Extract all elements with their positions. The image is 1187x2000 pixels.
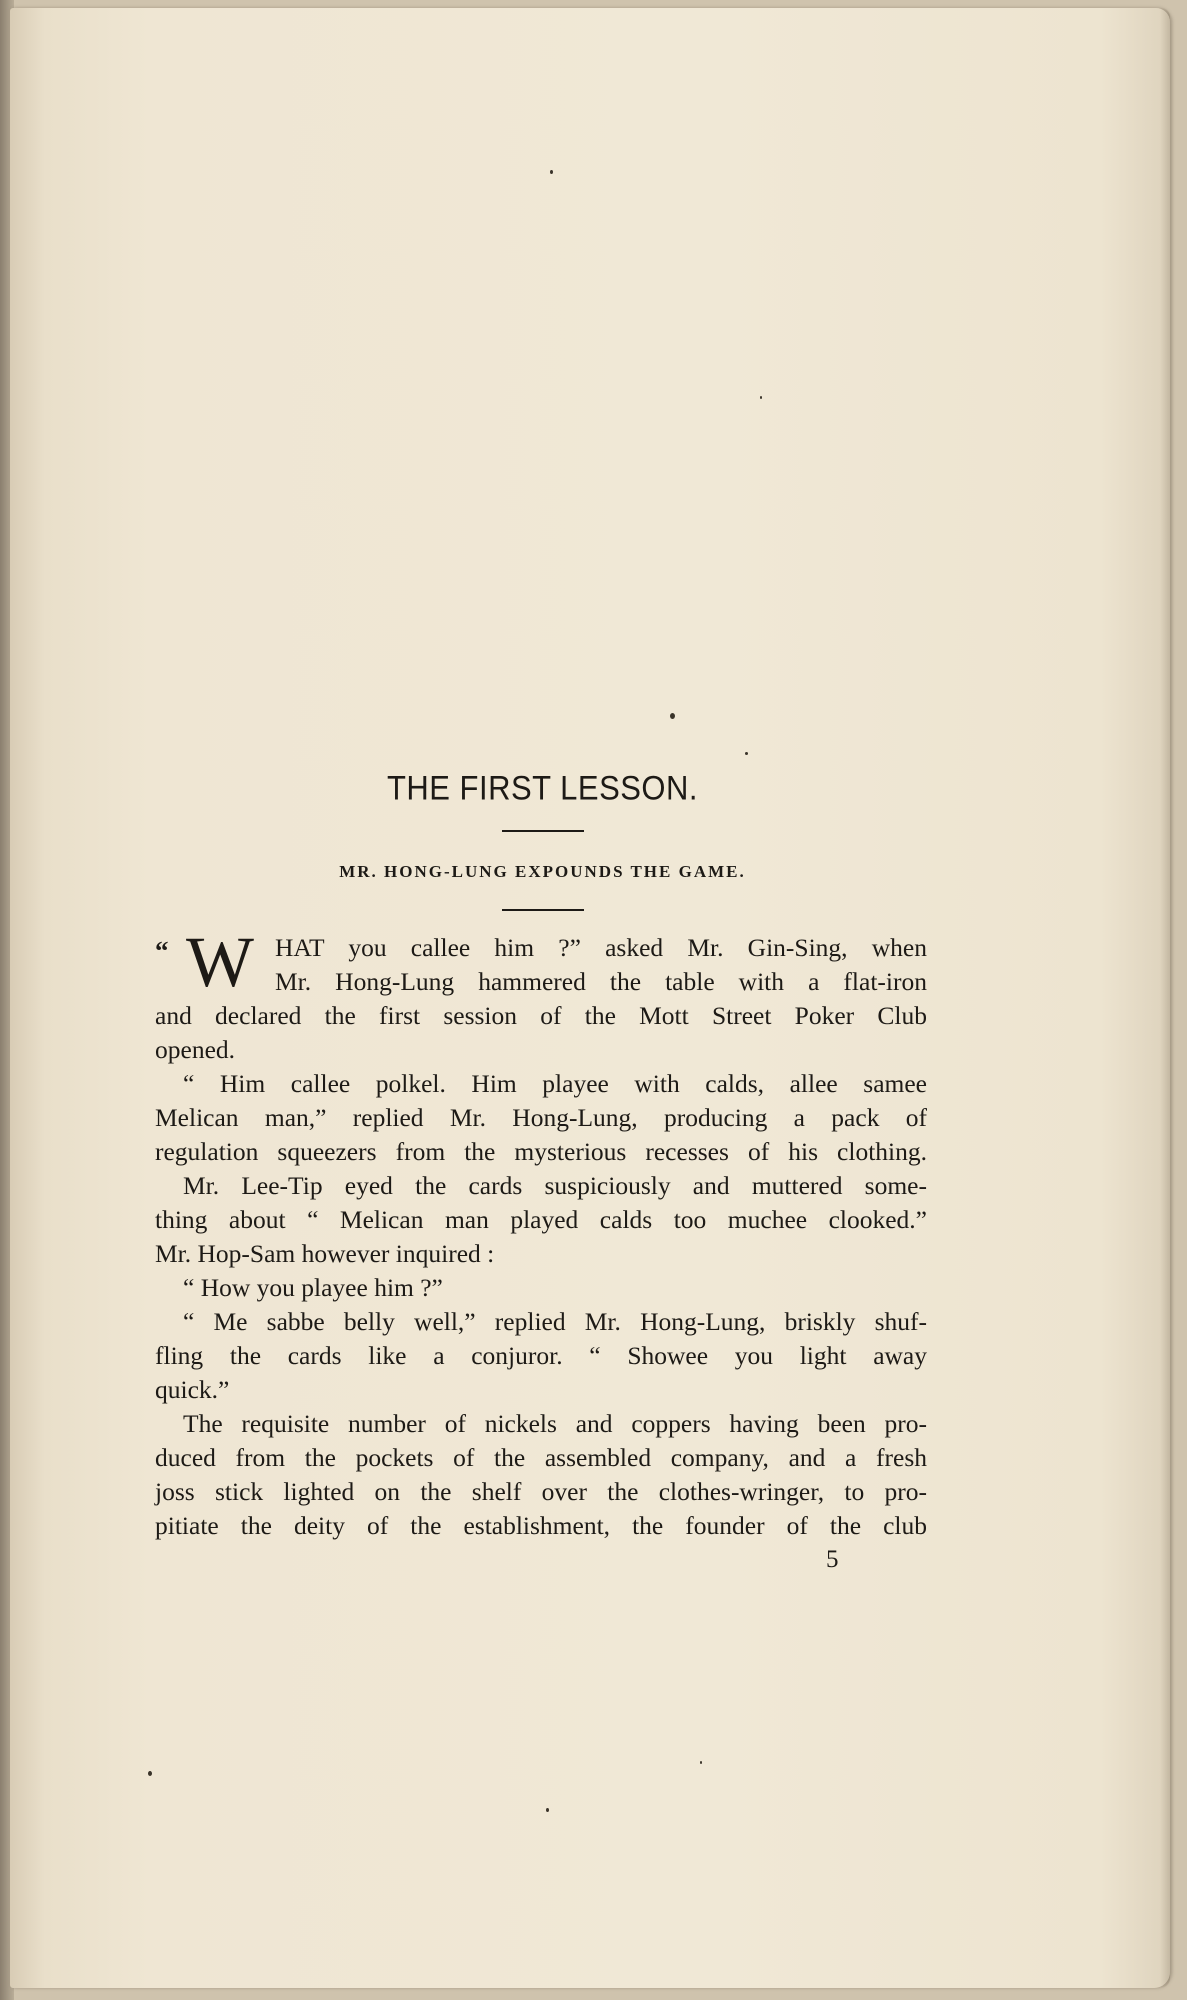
paper-speck <box>148 1771 152 1776</box>
text-line: “ How you playee him ?” <box>183 1273 443 1302</box>
text-line: “ Me sabbe belly well,” replied Mr. Hong-Lung, briskly shuf- <box>183 1307 927 1336</box>
text-line: Mr. Lee-Tip eyed the cards suspiciously and muttered some- <box>183 1171 927 1200</box>
chapter-subtitle: MR. HONG-LUNG EXPOUNDS THE GAME. <box>339 862 746 881</box>
paper-speck <box>760 396 762 399</box>
text-line: Melican man,” replied Mr. Hong-Lung, producing a pack of <box>155 1103 927 1132</box>
text-line: HAT you callee him ?” asked Mr. Gin-Sing, when <box>275 933 927 962</box>
text-line: fling the cards like a conjuror. “ Showee you light away <box>155 1341 927 1370</box>
dropcap-quote: “ <box>155 936 169 966</box>
text-line: regulation squeezers from the mysterious recesses of his clothing. <box>155 1137 927 1166</box>
text-line: The requisite number of nickels and coppers having been pro- <box>183 1409 927 1438</box>
text-line: duced from the pockets of the assembled company, and a fresh <box>155 1443 927 1472</box>
text-line: Mr. Hong-Lung hammered the table with a flat-iron <box>275 967 927 996</box>
page-edge-shadow <box>1160 8 1170 1988</box>
title-rule <box>502 830 584 832</box>
dropcap-letter: W <box>186 922 254 1002</box>
page-number: 5 <box>826 1546 839 1573</box>
text-line: opened. <box>155 1035 236 1064</box>
paper-speck <box>700 1761 702 1764</box>
text-line: joss stick lighted on the shelf over the clothes-wringer, to pro- <box>155 1477 927 1506</box>
paper-speck <box>546 1808 549 1812</box>
text-line: pitiate the deity of the establishment, the founder of the club <box>155 1511 927 1540</box>
chapter-title: THE FIRST LESSON. <box>386 768 699 808</box>
paper-speck <box>550 170 553 174</box>
text-line: Mr. Hop-Sam however inquired : <box>155 1239 495 1268</box>
text-line: and declared the first session of the Mott Street Poker Club <box>155 1001 927 1030</box>
text-line: quick.” <box>155 1375 230 1404</box>
paper-speck <box>745 752 748 755</box>
subtitle-rule <box>502 909 584 911</box>
text-line: thing about “ Melican man played calds too muchee clooked.” <box>155 1205 927 1234</box>
text-line: “ Him callee polkel. Him playee with calds, allee samee <box>183 1069 927 1098</box>
paper-speck <box>670 713 675 719</box>
